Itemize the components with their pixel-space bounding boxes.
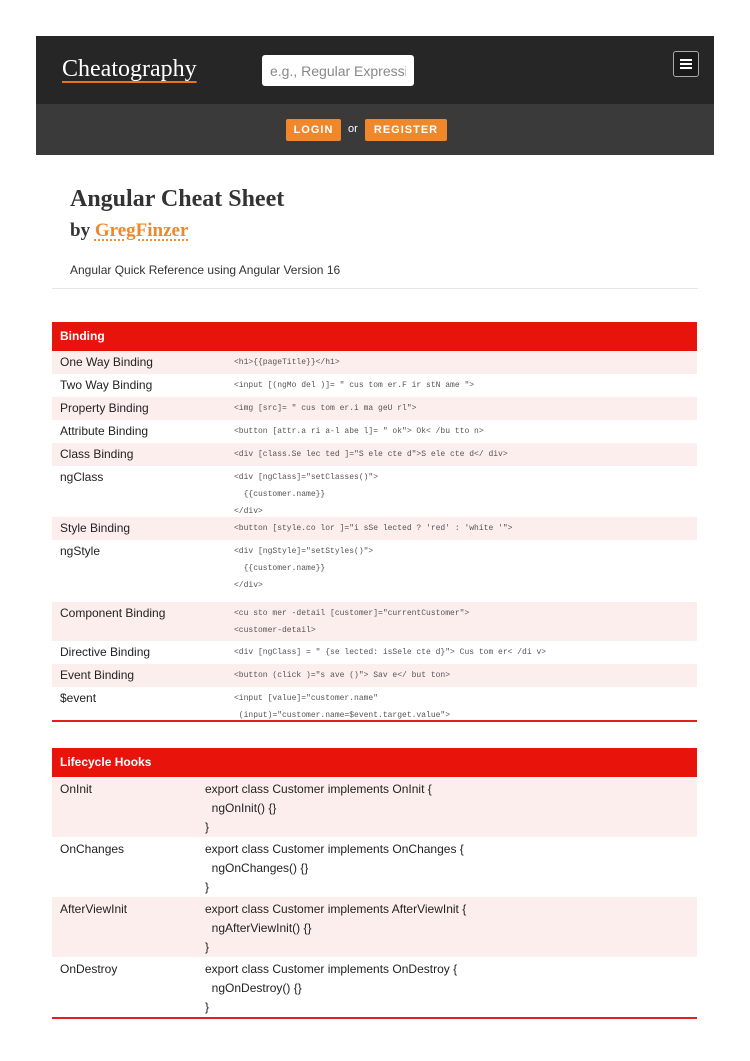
code-line: <customer-detail> (234, 626, 316, 635)
binding-label: ngClass (60, 470, 104, 484)
binding-label: Style Binding (60, 521, 131, 535)
code-line: <h1>{{pageTitle}}</h1> (234, 358, 340, 367)
code-line: <button [attr.a ri a-l abe l]= " ok"> Ok< /bu tto n> (234, 427, 484, 436)
code-line: </div> (234, 507, 263, 516)
binding-code (234, 667, 450, 684)
binding-row (52, 540, 697, 602)
binding-code (234, 644, 546, 661)
code-line: <div [class.Se lec ted ]="S ele cte d">S ele cte d</ div> (234, 450, 508, 459)
binding-row (52, 397, 697, 420)
lifecycle-label: OnInit (60, 782, 93, 796)
lifecycle-row (52, 777, 697, 837)
code-line: export class Customer implements OnInit { (205, 782, 432, 796)
binding-section (52, 322, 697, 722)
binding-row (52, 664, 697, 687)
binding-code (234, 400, 416, 417)
code-line: <button (click )="s ave ()"> Sav e</ but ton> (234, 671, 451, 680)
search-input[interactable] (262, 55, 414, 86)
code-line: ngAfterViewInit() {} (205, 921, 312, 935)
code-line: export class Customer implements OnChanges { (205, 842, 464, 856)
lifecycle-section (52, 748, 697, 1019)
author-byline (70, 220, 188, 242)
lifecycle-code (205, 780, 432, 837)
binding-label: Two Way Binding (60, 378, 153, 392)
lifecycle-code (205, 900, 466, 957)
sheet-description: Angular Quick Reference using Angular Version 16 (70, 263, 341, 277)
login-button[interactable]: LOGIN (286, 119, 341, 141)
code-line: <cu sto mer -detail [customer]="currentCustomer"> (234, 609, 470, 618)
code-line: ngOnChanges() {} (205, 861, 309, 875)
binding-row (52, 420, 697, 443)
lifecycle-label: OnDestroy (60, 962, 118, 976)
page (36, 36, 714, 1061)
or-separator: or (348, 123, 358, 135)
site-logo[interactable]: Cheatography (62, 56, 197, 82)
top-navbar (36, 36, 714, 104)
section-heading: Binding (52, 322, 697, 351)
binding-label: One Way Binding (60, 355, 153, 369)
code-line: export class Customer implements OnDestroy { (205, 962, 458, 976)
hamburger-menu-icon[interactable] (673, 51, 699, 77)
by-prefix: by (70, 220, 91, 241)
lifecycle-code (205, 840, 464, 897)
code-line: <div [ngStyle]="setStyles()"> (234, 547, 374, 556)
binding-row (52, 374, 697, 397)
binding-label: Property Binding (60, 401, 149, 415)
binding-label: Event Binding (60, 668, 135, 682)
binding-label: Class Binding (60, 447, 134, 461)
code-line: </div> (234, 581, 263, 590)
binding-code (234, 446, 508, 463)
binding-code (234, 469, 378, 520)
code-line: {{customer.name}} (234, 564, 326, 573)
binding-row (52, 687, 697, 720)
author-link[interactable]: GregFinzer (94, 220, 189, 241)
binding-code (234, 605, 469, 639)
code-line: <div [ngClass] = " {se lected: isSele cte d}"> Cus tom er< /di v> (234, 648, 547, 657)
code-line: export class Customer implements AfterViewInit { (205, 902, 467, 916)
code-line: } (205, 880, 210, 894)
page-title: Angular Cheat Sheet (70, 186, 285, 212)
binding-label: $event (60, 691, 97, 705)
binding-row (52, 466, 697, 517)
binding-code (234, 377, 474, 394)
code-line: (input)="customer.name=$event.target.value"> (234, 711, 451, 720)
code-line: <div [ngClass]="setClasses()"> (234, 473, 379, 482)
lifecycle-label: AfterViewInit (60, 902, 128, 916)
code-line: <button [style.co lor ]="i sSe lected ? 'red' : 'white '"> (234, 524, 513, 533)
register-button[interactable]: REGISTER (365, 119, 447, 141)
lifecycle-label: OnChanges (60, 842, 125, 856)
binding-label: Attribute Binding (60, 424, 149, 438)
binding-row (52, 351, 697, 374)
lifecycle-row (52, 897, 697, 957)
code-line: } (205, 1000, 210, 1014)
binding-row (52, 641, 697, 664)
divider (52, 288, 698, 289)
binding-code (234, 354, 340, 371)
code-line: } (205, 940, 210, 954)
code-line: <input [(ngMo del )]= " cus tom er.F ir stN ame "> (234, 381, 475, 390)
code-line: <img [src]= " cus tom er.i ma geU rl"> (234, 404, 417, 413)
auth-bar (36, 104, 714, 155)
binding-label: Directive Binding (60, 645, 151, 659)
binding-code (234, 543, 373, 594)
binding-row (52, 517, 697, 540)
lifecycle-row (52, 957, 697, 1017)
code-line: } (205, 820, 210, 834)
section-heading: Lifecycle Hooks (52, 748, 697, 777)
binding-code (234, 423, 484, 440)
code-line: ngOnDestroy() {} (205, 981, 302, 995)
binding-row (52, 602, 697, 641)
code-line: ngOnInit() {} (205, 801, 277, 815)
lifecycle-row (52, 837, 697, 897)
binding-label: Component Binding (60, 606, 166, 620)
code-line: {{customer.name}} (234, 490, 326, 499)
lifecycle-code (205, 960, 457, 1017)
binding-code (234, 690, 450, 724)
code-line: <input [value]="customer.name" (234, 694, 379, 703)
binding-row (52, 443, 697, 466)
binding-label: ngStyle (60, 544, 101, 558)
binding-code (234, 520, 512, 537)
